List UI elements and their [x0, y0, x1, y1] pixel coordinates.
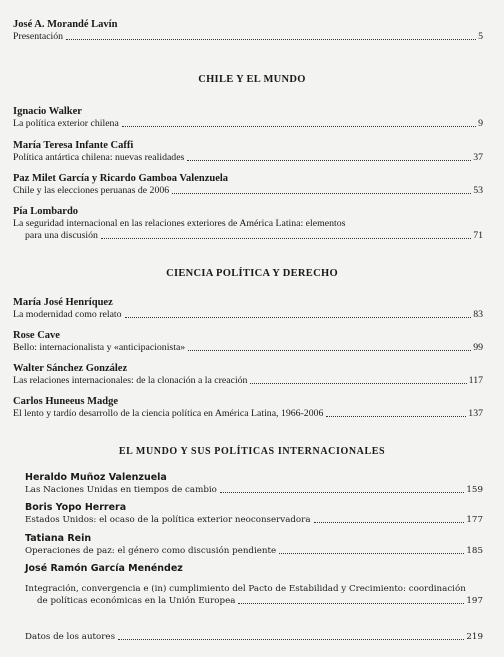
section-heading: CIENCIA POLÍTICA Y DERECHO: [166, 268, 338, 279]
dot-leader: [188, 349, 471, 351]
entry-line: [13, 342, 483, 354]
toc-entry: [13, 396, 483, 420]
entry-line: [13, 152, 483, 164]
entry-page: 53: [473, 185, 483, 196]
entry-title: El lento y tardío desarrollo de la ciencia política en América Latina, 1966-2006: [13, 408, 324, 419]
entry-title: Bello: internacionalista y «anticipacionista»: [13, 342, 186, 353]
toc-entry: [25, 502, 483, 526]
dot-leader: [125, 316, 472, 318]
toc-entry: [13, 19, 483, 43]
section-heading: EL MUNDO Y SUS POLÍTICAS INTERNACIONALES: [118, 446, 386, 457]
entry-line: [25, 484, 483, 496]
entry-line: [13, 230, 483, 242]
entry-line: [13, 375, 483, 387]
entry-title: Estados Unidos: el ocaso de la política exterior neoconservadora: [25, 515, 311, 525]
entry-page: 99: [473, 342, 483, 353]
entry-line: [13, 31, 483, 43]
entry-title-line1: Integración, convergencia e (in) cumplimiento del Pacto de Estabilidad y Crecimiento: coordinación: [25, 584, 466, 594]
entry-page: 197: [466, 596, 483, 606]
toc-entry: [13, 173, 483, 197]
entry-page: 117: [468, 375, 483, 386]
entry-title: Presentación: [13, 31, 64, 42]
entry-author: Paz Milet García y Ricardo Gamboa Valenzuela: [13, 173, 229, 184]
entry-line: [25, 514, 483, 526]
entry-page: 5: [478, 31, 483, 42]
dot-leader: [238, 602, 464, 604]
entry-line: [25, 545, 483, 557]
entry-line: [13, 185, 483, 197]
dot-leader: [279, 552, 464, 554]
toc-entry: [25, 563, 483, 607]
toc-entry: [25, 472, 483, 496]
entry-page: 219: [466, 632, 483, 642]
entry-author: Rose Cave: [13, 330, 60, 341]
toc-entry: [13, 363, 483, 387]
entry-title: Chile y las elecciones peruanas de 2006: [13, 185, 170, 196]
dot-leader: [250, 382, 466, 384]
entry-author: Carlos Huneeus Madge: [13, 396, 118, 407]
toc-entry: [25, 533, 483, 557]
entry-author: María Teresa Infante Caffi: [13, 140, 134, 151]
entry-line: [25, 595, 483, 607]
toc-entry: [13, 330, 483, 354]
toc-entry: [13, 297, 483, 321]
entry-title: Política antártica chilena: nuevas realidades: [13, 152, 185, 163]
dot-leader: [118, 638, 464, 640]
dot-leader: [172, 192, 471, 194]
toc-entry: [13, 206, 483, 242]
entry-title-line2: de políticas económicas en la Unión Europea: [37, 596, 236, 606]
entry-page: 71: [473, 230, 483, 241]
toc-entry: [25, 631, 483, 643]
entry-title: Datos de los autores: [25, 632, 116, 642]
entry-author: Heraldo Muñoz Valenzuela: [25, 472, 167, 483]
entry-page: 185: [466, 546, 483, 556]
entry-author: Pía Lombardo: [13, 206, 79, 217]
entry-author: Boris Yopo Herrera: [25, 502, 127, 513]
entry-title-line1: La seguridad internacional en las relaciones exteriores de América Latina: elementos: [13, 218, 346, 229]
section-heading: CHILE Y EL MUNDO: [198, 74, 306, 85]
entry-title: Las Naciones Unidas en tiempos de cambio: [25, 485, 217, 495]
entry-author: José Ramón García Menéndez: [25, 563, 183, 574]
toc-entry: [13, 106, 483, 130]
entry-title: Operaciones de paz: el género como discusión pendiente: [25, 546, 277, 556]
entry-author: Ignacio Walker: [13, 106, 82, 117]
entry-page: 177: [466, 515, 483, 525]
dot-leader: [326, 415, 466, 417]
entry-line: [13, 118, 483, 130]
entry-line: [25, 631, 483, 643]
entry-author: José A. Morandé Lavín: [13, 19, 118, 30]
entry-page: 9: [478, 118, 483, 129]
entry-line: [13, 309, 483, 321]
entry-page: 83: [473, 309, 483, 320]
entry-title: La política exterior chilena: [13, 118, 119, 129]
entry-author: Walter Sánchez González: [13, 363, 128, 374]
dot-leader: [187, 159, 471, 161]
dot-leader: [66, 38, 476, 40]
entry-page: 37: [473, 152, 483, 163]
entry-title: Las relaciones internacionales: de la clonación a la creación: [13, 375, 248, 386]
dot-leader: [314, 521, 465, 523]
dot-leader: [220, 491, 464, 493]
entry-title-line2: para una discusión: [25, 230, 98, 241]
entry-title: La modernidad como relato: [13, 309, 122, 320]
entry-page: 159: [466, 485, 483, 495]
toc-entry: [13, 140, 483, 164]
entry-author: María José Henríquez: [13, 297, 113, 308]
entry-page: 137: [468, 408, 483, 419]
entry-author: Tatiana Rein: [25, 533, 92, 544]
dot-leader: [122, 125, 476, 127]
dot-leader: [101, 237, 471, 239]
entry-line: [13, 408, 483, 420]
